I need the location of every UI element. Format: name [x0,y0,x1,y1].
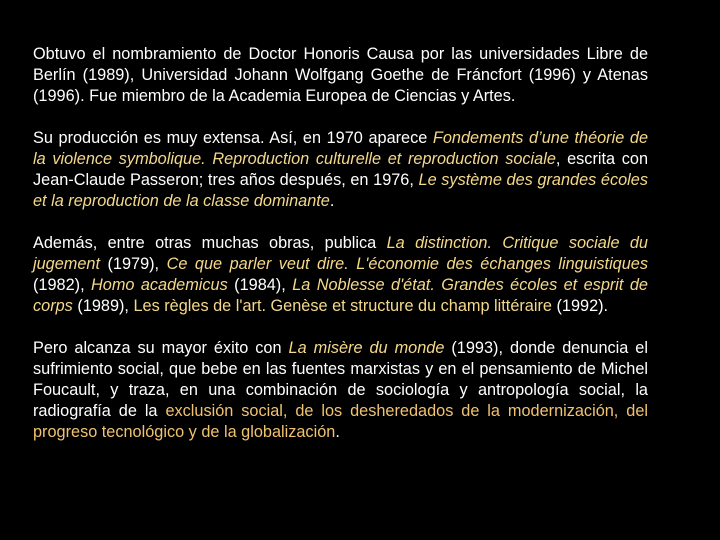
paragraph-honors [33,44,648,107]
book-title: Les règles de l'art. Genèse et structure du champ littéraire [133,297,552,315]
text-run: Su producción es muy extensa. Así, en 1970 aparece [33,129,433,147]
book-title: La Noblesse d'état. Grandes écoles et esprit de corps [33,276,648,315]
slide-text-body [33,44,648,464]
text-run: (1982), [33,276,92,294]
paragraph-success [33,338,648,443]
text-run: (1979), [99,255,167,273]
emphasized-phrase: exclusión social, de los desheredados de la modernización, del progreso tecnológico y de la globalización [33,402,648,441]
text-run: , escrita con Jean-Claude Passeron; tres años después, en 1976, [33,150,648,189]
book-title: Ce que parler veut dire. L'économie des échanges linguistiques [166,255,648,273]
paragraph-works [33,233,648,317]
book-title: Le système des grandes écoles et la reproduction de la classe dominante [33,171,648,210]
text-run: Obtuvo el nombramiento de Doctor Honoris Causa por las universidades Libre de Berlín (1989), Universidad Johann Wolfgang Goethe de Fráncfort (1996) y Atenas (1996). Fue miembro de la Academia Europea de Ciencias y Artes. [33,45,648,105]
text-run: Además, entre otras muchas obras, publica [33,234,387,252]
book-title: La misère du monde [288,339,445,357]
book-title: Fondements d’une théorie de la violence symbolique. Reproduction culturelle et reproduction sociale [33,129,648,168]
text-run: . [329,192,335,210]
paragraph-production [33,128,648,212]
text-run: . [335,423,340,441]
text-run: Pero alcanza su mayor éxito con [33,339,289,357]
book-title: La distinction. Critique sociale du jugement [33,234,648,273]
text-run: (1993), donde denuncia el sufrimiento social, que bebe en las fuentes marxistas y en el pensamiento de Michel Foucault, y traza, en una combinación de sociología y antropología social, la radiografía de la [33,339,648,420]
text-run: (1992). [551,297,609,315]
text-run: (1989), [72,297,134,315]
book-title: Homo academicus [91,276,228,294]
text-run: (1984), [227,276,293,294]
